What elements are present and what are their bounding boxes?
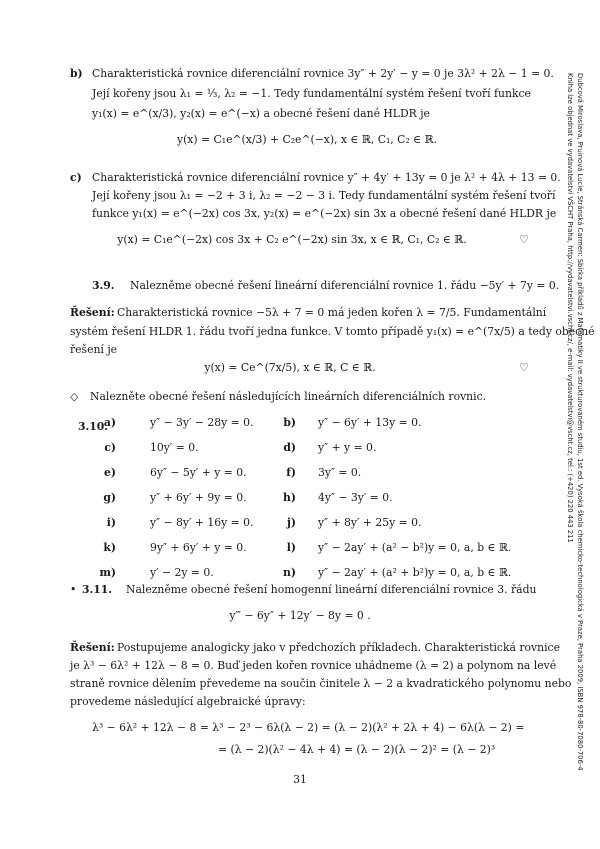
part-c-text-1: Charakteristická rovnice diferenciální rovnice y″ + 4y′ + 13y = 0 je λ² + 4λ + 13 = 0. [92, 171, 561, 184]
part-b-text-1: Charakteristická rovnice diferenciální rovnice 3y″ + 2y′ − y = 0 je 3λ² + 2λ − 1 = 0. [92, 67, 554, 80]
exercise-item-equation: 9y″ + 6y′ + y = 0. [150, 541, 247, 554]
exercise-3-11-solution-1: Postupujeme analogicky jako v předchozích příkladech. Charakteristická rovnice [117, 641, 560, 654]
exercise-row [78, 440, 518, 465]
exercise-3-11-text: Nalezněme obecné řešení homogenní lineární diferenciální rovnice 3. řádu [126, 583, 537, 596]
part-b-label: b) [70, 67, 83, 80]
exercise-3-11-calc-2: = (λ − 2)(λ² − 4λ + 4) = (λ − 2)(λ − 2)² = (λ − 2)³ [218, 743, 496, 756]
exercise-item-equation: y″ + y = 0. [318, 441, 377, 454]
exercise-item-label: j) [286, 516, 296, 529]
part-c-text-3: funkce y₁(x) = e^(−2x) cos 3x, y₂(x) = e^(−2x) sin 3x a obecné řešení dané HLDR je [92, 207, 557, 220]
part-b-text-3: y₁(x) = e^(x/3), y₂(x) = e^(−x) a obecné řešení dané HLDR je [92, 107, 430, 120]
task-text: Nalezněte obecné řešení následujících lineárních diferenciálních rovnic. [90, 390, 487, 403]
part-c-text-2: Její kořeny jsou λ₁ = −2 + 3 i, λ₂ = −2 − 3 i. Tedy fundamentální systém řešení tvoří [92, 189, 556, 202]
exercise-item-equation: y″ − 2ay′ + (a² − b²)y = 0, a, b ∈ ℝ. [318, 541, 512, 554]
exercise-3-9-formula: y(x) = Ce^(7x/5), x ∈ ℝ, C ∈ ℝ. [204, 361, 376, 374]
exercise-3-11-solution-2: je λ³ − 6λ² + 12λ − 8 = 0. Buď jeden kořen rovnice uhádneme (λ = 2) a polynom na levé [70, 659, 557, 672]
exercise-item-label: c) [104, 441, 116, 454]
exercise-3-11-solution-3: straně rovnice dělením převedeme na součin činitele λ − 2 a kvadratického polynomu nebo [70, 677, 572, 690]
exercise-item-label: n) [283, 566, 296, 579]
exercise-item-label: d) [283, 441, 296, 454]
exercise-item-equation: y′ − 2y = 0. [150, 566, 214, 579]
exercise-item-equation: 4y″ − 3y′ = 0. [318, 491, 393, 504]
heart-icon: ♡ [519, 233, 529, 246]
exercise-item-label: b) [283, 416, 296, 429]
exercise-3-9-solution-2: systém řešení HLDR 1. řádu tvoří jedna funkce. V tomto případě y₁(x) = e^(7x/5) a tedy obecné [70, 325, 595, 338]
exercise-item-label: e) [104, 466, 116, 479]
exercise-3-11-number: 3.11. [82, 583, 113, 596]
exercise-row [78, 515, 518, 540]
exercise-item-equation: y″ − 8y′ + 16y = 0. [150, 516, 254, 529]
sidebar-citation [565, 73, 584, 771]
part-b-formula: y(x) = C₁e^(x/3) + C₂e^(−x), x ∈ ℝ, C₁, C₂ ∈ ℝ. [176, 133, 438, 146]
exercise-item-equation: y″ − 3y′ − 28y = 0. [150, 416, 254, 429]
exercise-item-equation: 6y″ − 5y′ + y = 0. [150, 466, 247, 479]
exercise-item-label: l) [286, 541, 296, 554]
exercise-3-11-calc-1: λ³ − 6λ² + 12λ − 8 = λ³ − 2³ − 6λ(λ − 2) = (λ − 2)(λ² + 2λ + 4) − 6λ(λ − 2) = [92, 721, 525, 734]
exercise-item-label: g) [103, 491, 116, 504]
exercise-row [78, 415, 518, 440]
exercise-item-equation: 3y″ = 0. [318, 466, 362, 479]
exercise-item-label: m) [99, 566, 116, 579]
exercise-row [78, 540, 518, 565]
part-b-text-2: Její kořeny jsou λ₁ = ⅓, λ₂ = −1. Tedy fundamentální systém řešení tvoří funkce [92, 87, 531, 100]
page-number: 31 [293, 773, 307, 786]
exercise-row [78, 490, 518, 515]
exercise-row [78, 465, 518, 490]
solution-label: Řešení: [70, 641, 115, 654]
exercise-item-label: h) [283, 491, 296, 504]
exercise-item-equation: y″ − 2ay′ + (a² + b²)y = 0, a, b ∈ ℝ. [318, 566, 512, 579]
exercise-3-10-number: 3.10. [78, 420, 109, 433]
solution-label: Řešení: [70, 306, 115, 319]
exercise-3-10-grid [78, 415, 518, 590]
exercise-item-label: i) [106, 516, 116, 529]
exercise-item-equation: y″ + 8y′ + 25y = 0. [318, 516, 422, 529]
exercise-3-9-solution-3: řešení je [70, 343, 118, 356]
exercise-item-equation: y″ − 6y′ + 13y = 0. [318, 416, 422, 429]
exercise-item-equation: y″ + 6y′ + 9y = 0. [150, 491, 247, 504]
exercise-3-9-text: Nalezněme obecné řešení lineární diferenciální rovnice 1. řádu −5y′ + 7y = 0. [130, 279, 560, 292]
part-c-label: c) [70, 171, 82, 184]
part-c-formula: y(x) = C₁e^(−2x) cos 3x + C₂ e^(−2x) sin 3x, x ∈ ℝ, C₁, C₂ ∈ ℝ. [117, 233, 467, 246]
exercise-3-11-solution-4: provedeme následující algebraické úpravy: [70, 695, 306, 708]
diamond-icon: ◇ [70, 390, 79, 403]
exercise-item-equation: 10y′ = 0. [150, 441, 199, 454]
exercise-item-label: f) [286, 466, 296, 479]
exercise-3-9-number: 3.9. [92, 279, 115, 292]
heart-icon: ♡ [519, 361, 529, 374]
bullet-icon: • [70, 583, 77, 596]
sidebar-line-2: Kniha lze objednat ve vydavatelství VŠCHT Praha, http://vydavatelstvi.vscht.cz/, e-mail: vydavatelstvi@vscht.cz, tel.: (+420) 220 443 211 [566, 73, 575, 543]
exercise-item-label: k) [103, 541, 116, 554]
exercise-3-9-solution-1: Charakteristická rovnice −5λ + 7 = 0 má jeden kořen λ = 7/5. Fundamentální [117, 306, 547, 319]
exercise-3-11-formula: y‴ − 6y″ + 12y′ − 8y = 0 . [229, 609, 371, 622]
sidebar-line-1: Dubcová Miroslava, Pruinová Lucie, Stránská Carmen: Sbírka příkladů z Matematiky II ve strukturovaném studiu, 1st ed. Vysoká škola chemicko-technologická v Praze, Praha 2009, ISBN 978-80-7080-706-4 [576, 73, 584, 771]
exercise-item-label: a) [103, 416, 116, 429]
